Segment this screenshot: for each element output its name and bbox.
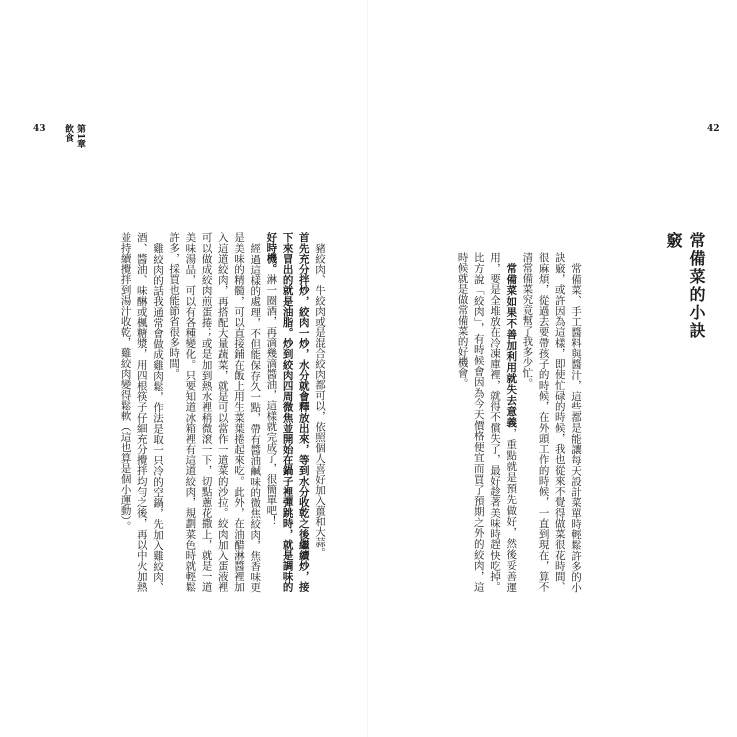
bold-text-run: 常備菜如果不善加利用就失去意義 (505, 262, 518, 428)
running-head-section: 飲食 (63, 124, 73, 142)
paragraph (117, 232, 166, 592)
text-run: 常備菜、手工醬料與醬汁，這些都是能讓每天設計菜單時輕鬆許多的小訣竅，或許因為這樣，即使忙碌的時候，我也從來不覺得做菜很花時間、很麻煩，從過去要帶孩子的時候，在外頭工作的時候，一直到現在，算不清常備菜究竟幫了我多少忙。 (521, 252, 582, 592)
text-run: 雞絞肉的話我通常會做成雞肉鬆，作法是取一只冷的空鍋，先加入雞絞肉、酒、醬油、味醂或楓糖漿，用四根筷子仔細充分攪拌均勻之後，再以中火加熱並持續攪拌到湯汁收乾，雞絞肉變得鬆軟（這也算是個小運動）。 (119, 232, 164, 592)
paragraph (519, 252, 584, 592)
right-body-text (408, 252, 584, 592)
running-head (62, 124, 86, 164)
left-body-text (56, 232, 328, 592)
text-run: ，重點就是預先做好，然後妥善運用，要是全堆放在冷凍庫裡，就得不償失了，最好趁著美味時趕快吃掉。比方說「絞肉」，有時候會因為今天價格便宜而買了預期之外的絞肉，這時候就是做常備菜的好機會。 (456, 252, 518, 592)
paragraph (312, 232, 328, 592)
section-title: 常備菜的小訣竅 (664, 232, 706, 340)
running-head-chapter: 第1章 (75, 124, 85, 149)
paragraph (454, 252, 519, 592)
text-run: 經過這樣的處理，不但能保存久一點，帶有醬油鹹味的微焦絞肉，焦香味更是美味的精髓，可以直接鋪在飯上用生菜葉捲起來吃。此外，在油醋淋醬裡加入這道絞肉，再搭配大量蔬菜，就是可以當作一道菜的沙拉。絞肉加入蛋液裡可以做成絞肉煎蛋捲；或是加到熱水裡稍微滾一下，切點蔥花撒上，就是一道美味湯品，可以有各種變化。只要知道冰箱裡有這道絞肉，規劃菜色時就輕鬆許多，採買也能節省很多時間。 (168, 232, 262, 592)
text-run: 淋一圈酒，再滴幾滴醬油，這樣就完成了，很簡單吧！ (265, 274, 278, 526)
page-number-right: 42 (707, 124, 720, 134)
left-page (0, 0, 368, 737)
page-number-left: 43 (33, 124, 46, 134)
bold-text-run: 首先充分拌炒，絞肉一炒，水分就會釋放出來，等到水分收乾之後繼續炒，接下來冒出的就是油脂。炒到絞肉四周微焦並開始在鍋子裡彈跳時，就是調味的好時機。 (265, 232, 310, 592)
paragraph (166, 232, 263, 592)
paragraph (263, 232, 312, 592)
text-run: 豬絞肉、牛絞肉或是混合絞肉都可以，依照個人喜好加入薑和大蒜。 (314, 242, 326, 558)
